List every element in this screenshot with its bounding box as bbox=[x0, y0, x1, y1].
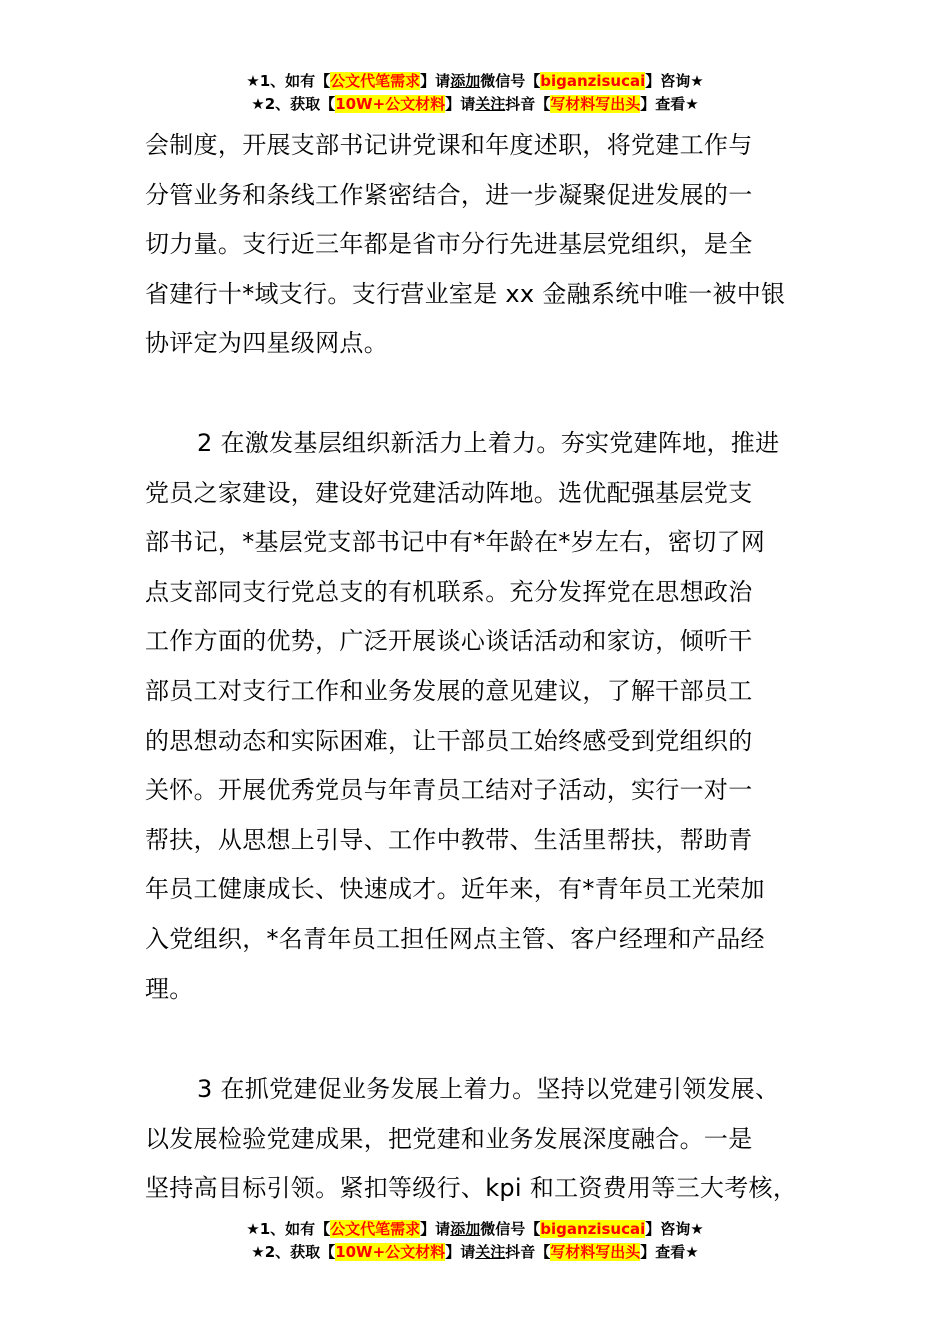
banner-text: 】请 bbox=[445, 1243, 476, 1261]
banner-text: 微信号【 bbox=[480, 1220, 541, 1238]
banner-text: 】查看★ bbox=[640, 95, 699, 113]
text-line: 会制度，开展支部书记讲党课和年度述职，将党建工作与 bbox=[145, 131, 753, 159]
banner-highlight: 写材料写出头 bbox=[550, 1243, 641, 1261]
text-line: 的思想动态和实际困难，让干部员工始终感受到党组织的 bbox=[145, 726, 753, 755]
text-line: 3 在抓党建促业务发展上着力。坚持以党建引领发展、 bbox=[197, 1075, 780, 1103]
text-line: 以发展检验党建成果，把党建和业务发展深度融合。一是 bbox=[145, 1124, 753, 1153]
banner-highlight: 公文代笔需求 bbox=[330, 1220, 421, 1238]
banner-underlined: 添加 bbox=[450, 1220, 481, 1238]
text-line: 协评定为四星级网点。 bbox=[145, 329, 388, 358]
banner-highlight: biganzisucai bbox=[540, 1220, 646, 1238]
banner-text: 】请 bbox=[420, 72, 451, 90]
text-line: 部员工对支行工作和业务发展的意见建议，了解干部员工 bbox=[145, 676, 753, 705]
text-line: 部书记，*基层党支部书记中有*年龄在*岁左右，密切了网 bbox=[145, 528, 766, 557]
banner-line-2 bbox=[0, 93, 950, 116]
text-line: 入党组织，*名青年员工担任网点主管、客户经理和产品经 bbox=[145, 924, 765, 953]
banner-text: ★2、获取【 bbox=[251, 95, 336, 113]
text-line: 2 在激发基层组织新活力上着力。夯实党建阵地，推进 bbox=[197, 429, 780, 457]
banner-highlight: 公文代笔需求 bbox=[330, 72, 421, 90]
banner-line-2 bbox=[0, 1241, 950, 1264]
banner-text: 抖音【 bbox=[505, 95, 551, 113]
text-line: 关怀。开展优秀党员与年青员工结对子活动，实行一对一 bbox=[145, 776, 753, 805]
banner-text: ★1、如有【 bbox=[246, 1220, 331, 1238]
banner-text: 】查看★ bbox=[640, 1243, 699, 1261]
text-line: 省建行十*域支行。支行营业室是 xx 金融系统中唯一被中银 bbox=[145, 279, 786, 308]
banner-underlined: 关注 bbox=[475, 1243, 506, 1261]
banner-highlight: biganzisucai bbox=[540, 72, 646, 90]
text-line: 理。 bbox=[145, 974, 194, 1003]
text-line: 点支部同支行党总支的有机联系。充分发挥党在思想政治 bbox=[145, 577, 753, 606]
banner-text: ★1、如有【 bbox=[246, 72, 331, 90]
paragraph-2 bbox=[145, 419, 811, 1014]
banner-text: 】请 bbox=[445, 95, 476, 113]
banner-text: 微信号【 bbox=[480, 72, 541, 90]
banner-underlined: 关注 bbox=[475, 95, 506, 113]
header-banner bbox=[0, 70, 950, 116]
banner-text: 】咨询★ bbox=[645, 1220, 704, 1238]
text-line: 帮扶，从思想上引导、工作中教带、生活里帮扶，帮助青 bbox=[145, 825, 753, 854]
text-line: 坚持高目标引领。紧扣等级行、kpi 和工资费用等三大考核， bbox=[145, 1174, 798, 1203]
banner-underlined: 添加 bbox=[450, 72, 481, 90]
banner-text: 】咨询★ bbox=[645, 72, 704, 90]
banner-highlight: 10W+公文材料 bbox=[335, 95, 446, 113]
banner-text: ★2、获取【 bbox=[251, 1243, 336, 1261]
banner-highlight: 10W+公文材料 bbox=[335, 1243, 446, 1261]
text-line: 党员之家建设，建设好党建活动阵地。选优配强基层党支 bbox=[145, 478, 753, 507]
paragraph-3 bbox=[145, 1065, 811, 1214]
text-line: 分管业务和条线工作紧密结合，进一步凝聚促进发展的一 bbox=[145, 180, 753, 209]
banner-line-1 bbox=[0, 70, 950, 93]
footer-banner bbox=[0, 1218, 950, 1264]
text-line: 年员工健康成长、快速成才。近年来，有*青年员工光荣加 bbox=[145, 875, 765, 904]
banner-line-1 bbox=[0, 1218, 950, 1241]
banner-highlight: 写材料写出头 bbox=[550, 95, 641, 113]
banner-text: 抖音【 bbox=[505, 1243, 551, 1261]
banner-text: 】请 bbox=[420, 1220, 451, 1238]
text-line: 切力量。支行近三年都是省市分行先进基层党组织，是全 bbox=[145, 230, 753, 259]
text-line: 工作方面的优势，广泛开展谈心谈话活动和家访，倾听干 bbox=[145, 627, 753, 656]
paragraph-1 bbox=[145, 121, 811, 369]
